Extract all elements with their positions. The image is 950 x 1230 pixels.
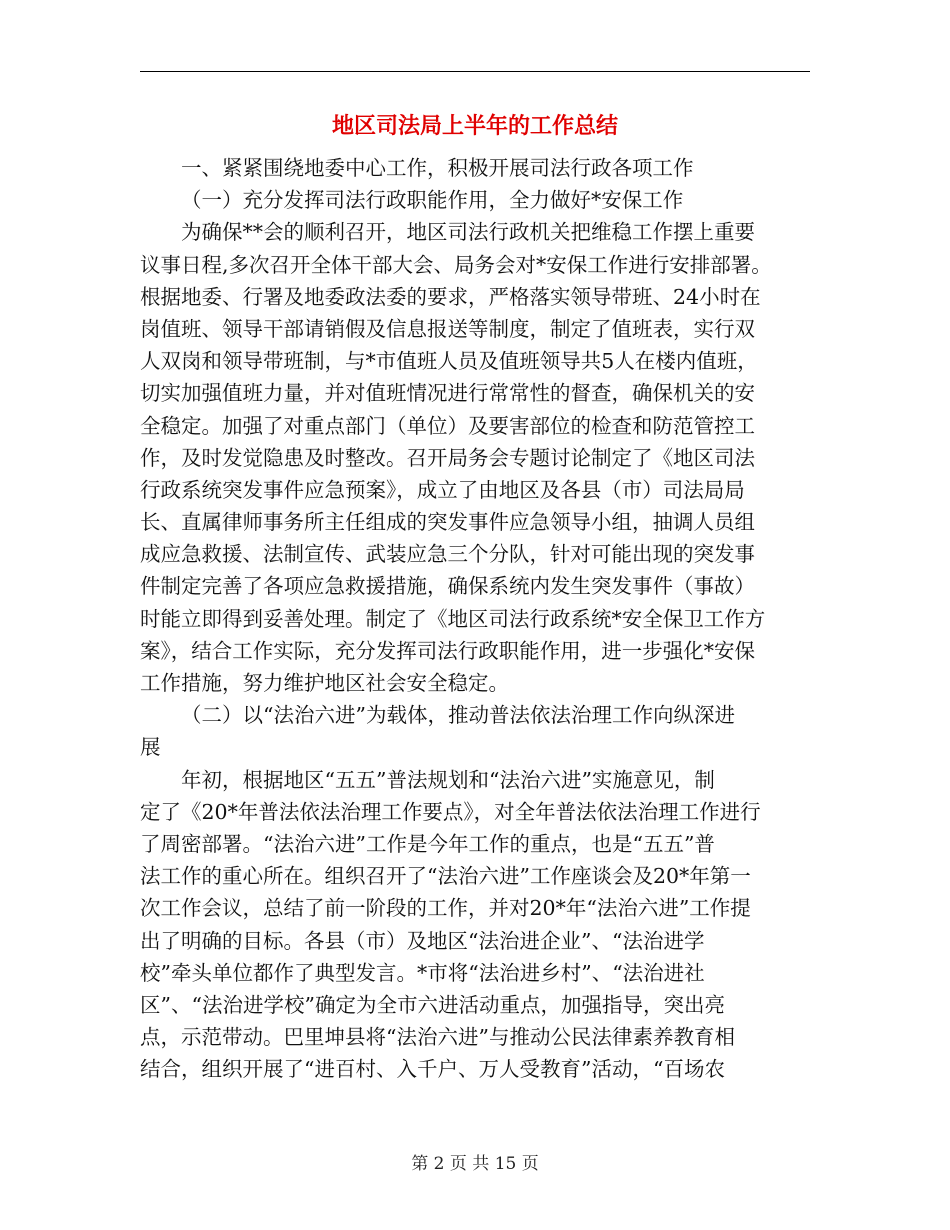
body-text-line: 次工作会议，总结了前一阶段的工作，并对20*年“法治六进”工作提 — [140, 896, 751, 921]
body-text-line: 为确保**会的顺利召开，地区司法行政机关把维稳工作摆上重要 — [181, 220, 755, 245]
page-number-footer: 第 2 页 共 15 页 — [411, 1154, 539, 1174]
header-rule — [140, 71, 810, 72]
body-text-line: （一）充分发挥司法行政职能作用，全力做好*安保工作 — [181, 188, 684, 213]
body-text-line: 出了明确的目标。各县（市）及地区“法治进企业”、“法治进学 — [140, 928, 705, 953]
body-text-line: 行政系统突发事件应急预案》，成立了由地区及各县（市）司法局局 — [140, 477, 745, 502]
body-text-line: 全稳定。加强了对重点部门（单位）及要害部位的检查和防范管控工 — [140, 413, 755, 438]
body-text-line: 校”牵头单位都作了典型发言。*市将“法治进乡村”、“法治进社 — [140, 960, 705, 985]
body-text-line: 时能立即得到妥善处理。制定了《地区司法行政系统*安全保卫工作方 — [140, 606, 766, 631]
body-text-line: 一、紧紧围绕地委中心工作，积极开展司法行政各项工作 — [181, 156, 694, 180]
body-text-line: 议事日程,多次召开全体干部大会、局务会对*安保工作进行安排部署。 — [140, 252, 772, 277]
body-text-line: 了周密部署。“法治六进”工作是今年工作的重点，也是“五五”普 — [140, 831, 715, 856]
document-title: 地区司法局上半年的工作总结 — [331, 113, 618, 139]
body-text-line: 区”、“法治进学校”确定为全市六进活动重点，加强指导，突出亮 — [140, 992, 725, 1017]
body-text-line: 结合，组织开展了“进百村、入千户、万人受教育”活动，“百场农 — [140, 1057, 725, 1082]
body-text-line: 展 — [140, 735, 161, 760]
body-text-line: 作，及时发觉隐患及时整改。召开局务会专题讨论制定了《地区司法 — [140, 445, 755, 470]
body-text-line: 人双岗和领导带班制，与*市值班人员及值班领导共5人在楼内值班， — [140, 349, 758, 374]
body-text-line: 定了《20*年普法依法治理工作要点》，对全年普法依法治理工作进行 — [140, 799, 761, 824]
body-text-line: （二）以“法治六进”为载体，推动普法依法治理工作向纵深进 — [181, 703, 735, 728]
body-text-line: 件制定完善了各项应急救援措施，确保系统内发生突发事件（事故） — [140, 574, 755, 599]
body-text-line: 案》，结合工作实际，充分发挥司法行政职能作用，进一步强化*安保 — [140, 638, 755, 663]
body-text-line: 工作措施，努力维护地区社会安全稳定。 — [140, 671, 509, 695]
body-text-line: 长、直属律师事务所主任组成的突发事件应急领导小组，抽调人员组 — [140, 510, 755, 535]
body-text-line: 岗值班、领导干部请销假及信息报送等制度，制定了值班表，实行双 — [140, 316, 755, 341]
body-text-line: 切实加强值班力量，并对值班情况进行常常性的督查，确保机关的安 — [140, 381, 755, 406]
body-text-line: 点，示范带动。巴里坤县将“法治六进”与推动公民法律素养教育相 — [140, 1025, 735, 1050]
body-text-line: 法工作的重心所在。组织召开了“法治六进”工作座谈会及20*年第一 — [140, 864, 751, 889]
body-text-line: 年初，根据地区“五五”普法规划和“法治六进”实施意见，制 — [181, 767, 715, 792]
body-text-line: 根据地委、行署及地委政法委的要求，严格落实领导带班、24小时在 — [140, 284, 761, 309]
document-body — [140, 152, 810, 1085]
body-text-line: 成应急救援、法制宣传、武装应急三个分队，针对可能出现的突发事 — [140, 542, 755, 567]
